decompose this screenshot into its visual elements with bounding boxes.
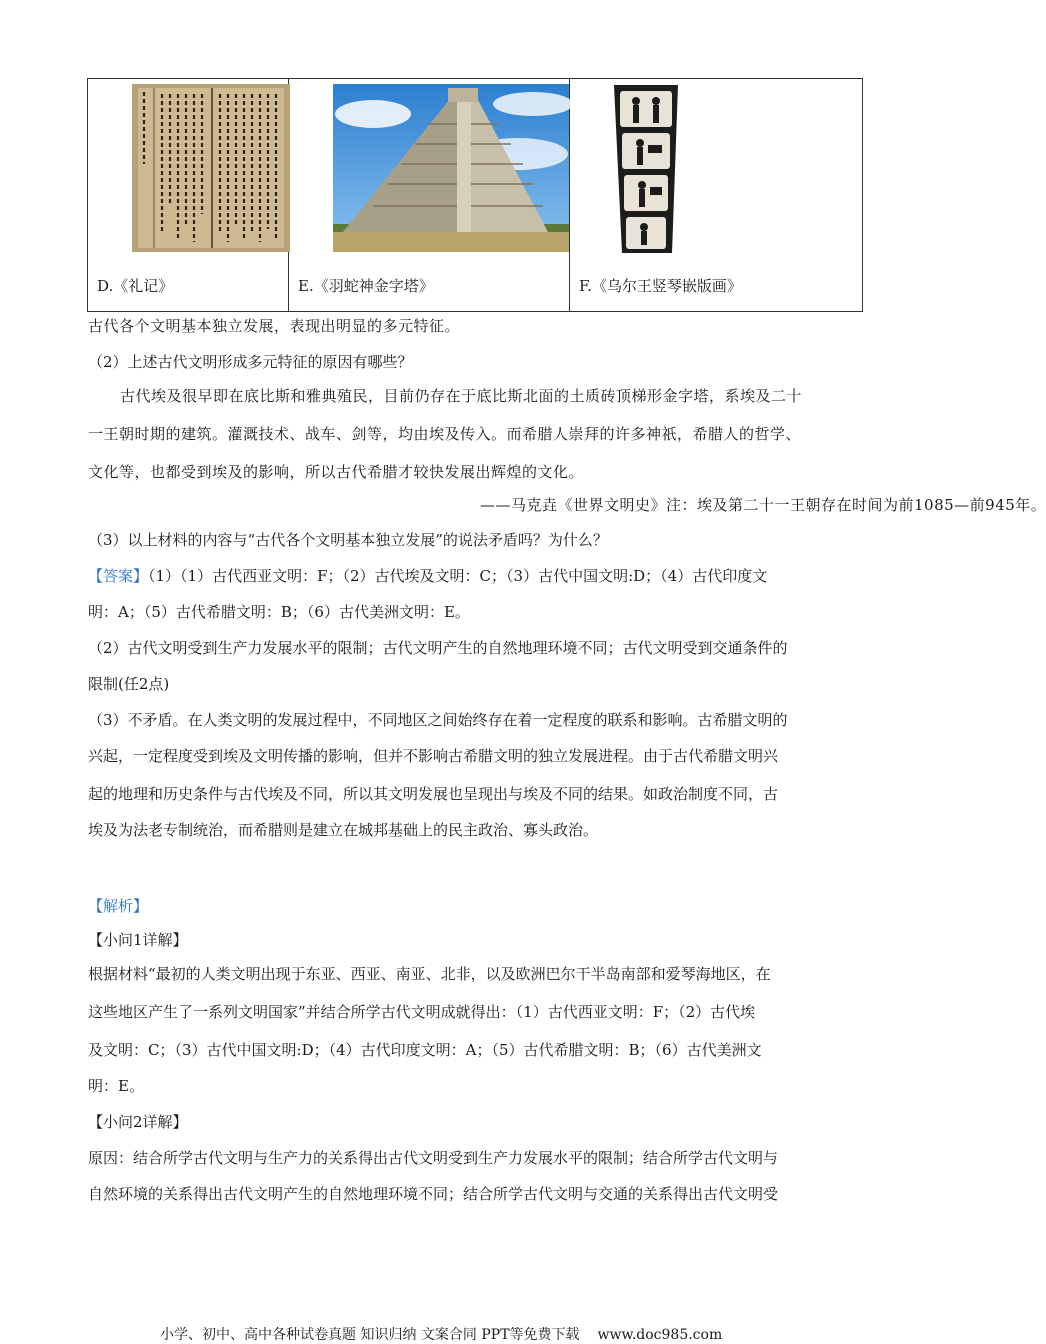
answer-line: 兴起，一定程度受到埃及文明传播的影响，但并不影响古希腊文明的独立发展进程。由于古代希腊文明兴 [88, 747, 779, 765]
answer-line: （2）古代文明受到生产力发展水平的限制；古代文明产生的自然地理环境不同；古代文明受到交通条件的 [88, 639, 788, 657]
material-line: 文化等，也都受到埃及的影响，所以古代希腊才较快发展出辉煌的文化。 [88, 463, 585, 481]
analysis-line: 及文明：C；（3）古代中国文明:D；（4）古代印度文明：A；（5）古代希腊文明：B；（6）古代美洲文 [88, 1041, 762, 1059]
pyramid-image [333, 84, 569, 252]
book-of-rites-image [132, 84, 290, 252]
answer-line: 限制(任2点) [88, 675, 170, 693]
answer-line: 埃及为法老专制统治，而希腊则是建立在城邦基础上的民主政治、寡头政治。 [88, 821, 599, 839]
question-2: （2）上述古代文明形成多元特征的原因有哪些？ [88, 353, 413, 371]
ur-harp-inlay-image [612, 83, 680, 255]
answer-text: （1）（1）古代西亚文明：F；（2）古代埃及文明：C；（3）古代中国文明:D；（4）古代印度文 [148, 567, 768, 585]
analysis-tag: 【解析】 [88, 897, 149, 915]
material-line: 古代埃及很早即在底比斯和雅典殖民，目前仍存在于底比斯北面的土质砖顶梯形金字塔，系埃及二十 [120, 387, 803, 405]
material-line: 一王朝时期的建筑。灌溉技术、战车、剑等，均由埃及传入。而希腊人崇拜的许多神祇，希腊人的哲学、 [88, 425, 802, 443]
answer-tag: 【答案】 [88, 567, 149, 585]
figure-caption-e: E.《羽蛇神金字塔》 [298, 277, 434, 295]
figure-cell-f [570, 79, 863, 312]
answer-line: 明：A；（5）古代希腊文明：B；（6）古代美洲文明：E。 [88, 603, 470, 621]
answer-line [88, 566, 767, 586]
material-source: ——马克垚《世界文明史》注：埃及第二十一王朝存在时间为前1085—前945年。 [480, 496, 1046, 514]
figure-caption-d: D.《礼记》 [97, 277, 174, 295]
answer-line: 起的地理和历史条件与古代埃及不同，所以其文明发展也呈现出与埃及不同的结果。如政治制度不同，古 [88, 785, 779, 803]
analysis-line: 明：E。 [88, 1077, 144, 1095]
question-3: （3）以上材料的内容与“古代各个文明基本独立发展”的说法矛盾吗？为什么？ [88, 531, 608, 549]
footer-url[interactable]: www.doc985.com [597, 1327, 723, 1343]
analysis-line: 这些地区产生了一系列文明国家”并结合所学古代文明成就得出：（1）古代西亚文明：F；（2）古代埃 [88, 1003, 756, 1021]
subquestion-2-tag: 【小问2详解】 [88, 1113, 188, 1131]
footer-text: 小学、初中、高中各种试卷真题 知识归纳 文案合同 PPT等免费下载 [160, 1327, 580, 1343]
conclusion-text: 古代各个文明基本独立发展，表现出明显的多元特征。 [88, 317, 461, 335]
analysis-line: 原因：结合所学古代文明与生产力的关系得出古代文明受到生产力发展水平的限制；结合所学古代文明与 [88, 1149, 779, 1167]
figure-table [87, 78, 863, 312]
analysis-line: 根据材料“最初的人类文明出现于东亚、西亚、南亚、北非，以及欧洲巴尔干半岛南部和爱琴海地区，在 [88, 965, 771, 983]
subquestion-1-tag: 【小问1详解】 [88, 931, 188, 949]
figure-cell-d [88, 79, 289, 312]
figure-cell-e [289, 79, 570, 312]
analysis-line: 自然环境的关系得出古代文明产生的自然地理环境不同；结合所学古代文明与交通的关系得出古代文明受 [88, 1185, 779, 1203]
page-footer [160, 1324, 722, 1344]
answer-line: （3）不矛盾。在人类文明的发展过程中，不同地区之间始终存在着一定程度的联系和影响。古希腊文明的 [88, 711, 788, 729]
figure-caption-f: F.《乌尔王竖琴嵌版画》 [579, 277, 742, 295]
